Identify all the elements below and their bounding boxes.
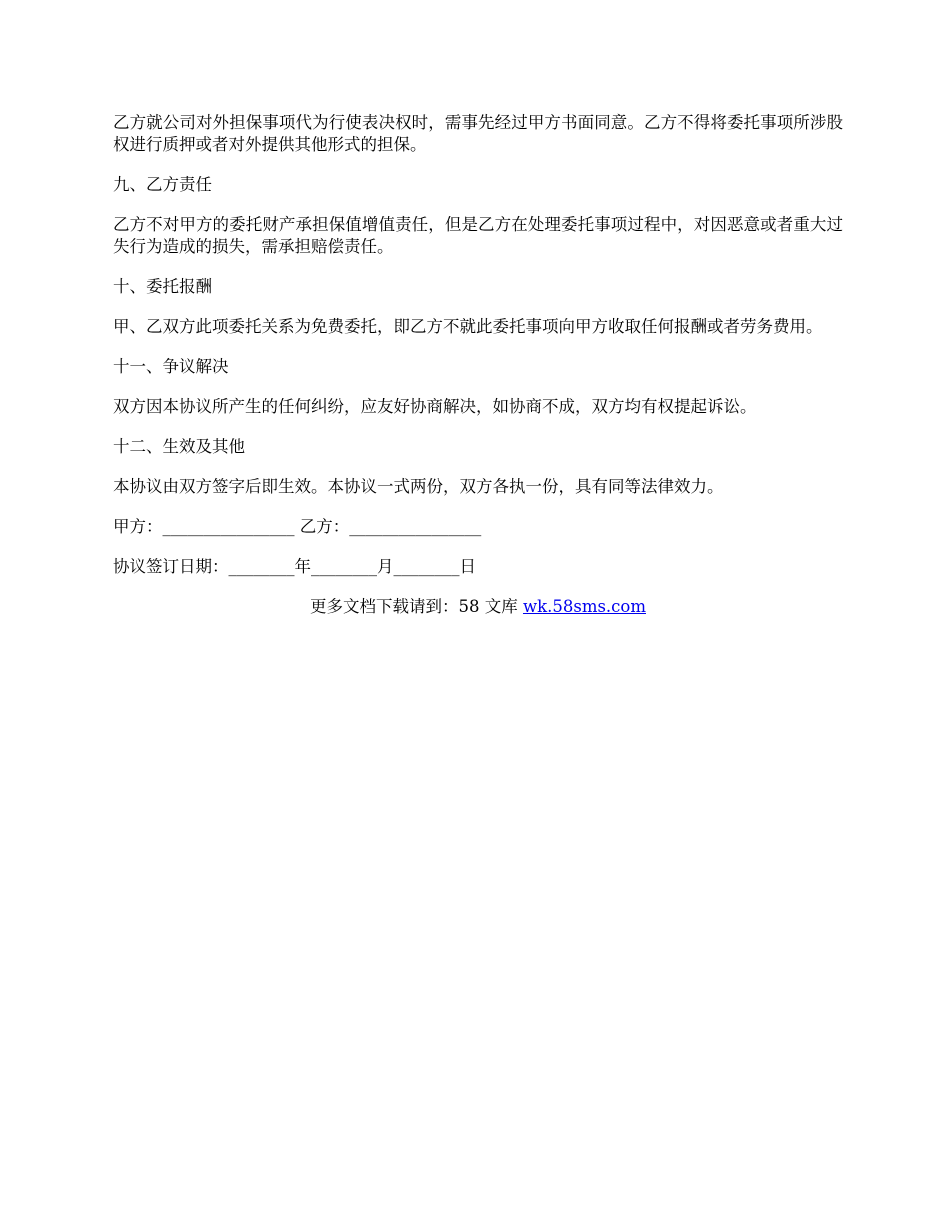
paragraph-dispute-resolution: 双方因本协议所产生的任何纠纷，应友好协商解决，如协商不成，双方均有权提起诉讼。 [113,397,757,416]
paragraph-party-b-liability: 乙方不对甲方的委托财产承担保值增值责任，但是乙方在处理委托事项过程中，对因恶意或者重大过失行为造成的损失，需承担赔偿责任。 [113,215,843,256]
download-footer [113,596,843,618]
section-heading-9: 九、乙方责任 [113,175,212,194]
document-page [113,112,843,618]
signature-line: 甲方：________________ 乙方：________________ [113,517,482,536]
signing-date-line: 协议签订日期：________年________月________日 [113,557,476,576]
section-heading-11: 十一、争议解决 [113,357,229,376]
footer-text: 更多文档下载请到：58 文库 [309,597,523,616]
footer-link[interactable]: wk.58sms.com [522,597,646,616]
paragraph-remuneration: 甲、乙双方此项委托关系为免费委托，即乙方不就此委托事项向甲方收取任何报酬或者劳务费用。 [113,317,823,336]
paragraph-effectiveness: 本协议由双方签字后即生效。本协议一式两份，双方各执一份，具有同等法律效力。 [113,477,724,496]
section-heading-12: 十二、生效及其他 [113,437,245,456]
paragraph-guarantee-voting: 乙方就公司对外担保事项代为行使表决权时，需事先经过甲方书面同意。乙方不得将委托事项所涉股权进行质押或者对外提供其他形式的担保。 [113,113,843,154]
section-heading-10: 十、委托报酬 [113,277,212,296]
